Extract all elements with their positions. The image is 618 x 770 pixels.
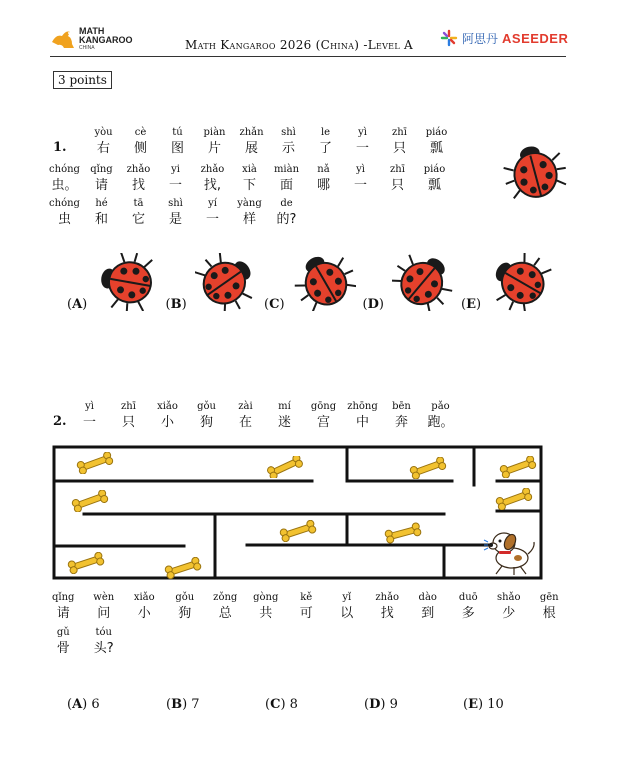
hanzi: 奔 [394, 415, 408, 430]
logo-line-1: MATH [79, 26, 105, 36]
q1-line-1-word [233, 127, 270, 159]
pinyin: gǒu [197, 401, 216, 412]
pinyin: piàn [203, 127, 226, 138]
q2-line-2-word [367, 592, 408, 624]
hanzi: 瓢 [429, 141, 443, 156]
q1-line-1-word [344, 127, 381, 159]
q2-line-2-word [246, 592, 287, 624]
partner-cn-name: 阿思丹 [462, 31, 499, 46]
ladybug-option-d-image [392, 253, 454, 315]
q2-line-2-word [529, 592, 570, 624]
bone-icon [75, 452, 115, 478]
pinyin: shì [281, 127, 296, 138]
pinyin: chóng [49, 164, 80, 175]
q2-line-1-word [304, 401, 343, 433]
bone-icon [66, 552, 106, 578]
q2-line-2-word [124, 592, 165, 624]
q1-line-2-word [416, 164, 453, 196]
q1-line-2-word [120, 164, 157, 196]
hanzi: 一 [82, 415, 96, 430]
pinyin: shì [168, 198, 183, 209]
pinyin: zhǎo [200, 164, 225, 175]
bone-icon [498, 456, 538, 482]
hanzi: 可 [299, 606, 313, 621]
pinyin: shǎo [496, 592, 521, 603]
hanzi: 样 [242, 212, 256, 227]
q1-line-1-word [196, 127, 233, 159]
answer-value: 10 [487, 697, 504, 712]
math-kangaroo-logo [50, 27, 133, 51]
q1-line-1-word [159, 127, 196, 159]
pinyin: tú [172, 127, 183, 138]
pinyin: gōng [310, 401, 337, 412]
q1-line-3-word [157, 198, 194, 230]
header-rule [50, 56, 566, 57]
bone-icon [278, 520, 318, 546]
hanzi: 请 [94, 178, 108, 193]
bone-icon [265, 456, 305, 482]
q1-line-1 [85, 127, 455, 159]
answer-option-e[interactable]: (E) 10 [463, 697, 504, 712]
q2-line-1-word [187, 401, 226, 433]
q2-line-1 [70, 401, 460, 433]
pinyin: tā [133, 198, 144, 209]
pinyin: yi [171, 164, 180, 175]
q2-line-1-word [148, 401, 187, 433]
hanzi: 在 [238, 415, 252, 430]
hanzi: 狗 [178, 606, 192, 621]
answer-option-d[interactable]: (D) 9 [364, 697, 398, 712]
pinyin: dào [418, 592, 437, 603]
hanzi: 少 [502, 606, 516, 621]
pinyin: bēn [392, 401, 411, 412]
hanzi: 侧 [133, 141, 147, 156]
pinyin: yì [85, 401, 94, 412]
hanzi: 一 [205, 212, 219, 227]
pinyin: xiǎo [157, 401, 178, 412]
logo-line-3: CHINA [79, 45, 95, 51]
pinyin: hé [95, 198, 108, 209]
q1-line-2-word [342, 164, 379, 196]
q2-line-2-word [205, 592, 246, 624]
option-e-label[interactable]: (E) [461, 297, 482, 312]
q2-line-2-word [448, 592, 489, 624]
pinyin: yòu [94, 127, 113, 138]
hanzi: 图 [170, 141, 184, 156]
pinyin: le [320, 127, 331, 138]
page-header-title: Math Kangaroo 2026 (China) -Level A [185, 38, 414, 52]
bone-icon [383, 522, 423, 548]
pinyin: zài [238, 401, 253, 412]
hanzi: 骨 [56, 641, 70, 656]
hanzi: 虫。 [51, 178, 78, 193]
hanzi: 头? [93, 641, 114, 656]
pinyin: kě [300, 592, 313, 603]
pinyin: zhī [121, 401, 136, 412]
kangaroo-icon [50, 28, 76, 50]
option-a-label[interactable]: (A) [67, 297, 88, 312]
hanzi: 中 [355, 415, 369, 430]
hanzi: 的? [276, 212, 297, 227]
q1-line-2-word [46, 164, 83, 196]
pinyin: zhī [392, 127, 407, 138]
q1-line-1-word [307, 127, 344, 159]
q2-line-1-word [265, 401, 304, 433]
q2-line-1-word [109, 401, 148, 433]
pinyin: duō [458, 592, 478, 603]
points-label: 3 points [53, 71, 112, 89]
hanzi: 瓢 [427, 178, 441, 193]
q1-line-3-word [231, 198, 268, 230]
bone-icon [70, 490, 110, 516]
q1-line-3-word [46, 198, 83, 230]
q2-line-1-word [70, 401, 109, 433]
pinyin: gēn [539, 592, 559, 603]
pinyin: gǔ [56, 627, 70, 638]
hanzi: 虫 [57, 212, 71, 227]
pinyin: tóu [95, 627, 112, 638]
hanzi: 根 [542, 606, 556, 621]
q1-line-2-word [268, 164, 305, 196]
q1-line-3 [46, 198, 305, 230]
q2-line-1-word [343, 401, 382, 433]
logo-line-2: KANGAROO [79, 35, 133, 45]
hanzi: 和 [94, 212, 108, 227]
hanzi: 问 [97, 606, 111, 621]
answer-option-a[interactable]: (A) 6 [67, 697, 100, 712]
pinyin: mí [278, 401, 291, 412]
hanzi: 面 [279, 178, 293, 193]
hanzi: 只 [392, 141, 406, 156]
q1-line-1-word [418, 127, 455, 159]
q2-line-2 [43, 592, 570, 624]
hanzi: 一 [353, 178, 367, 193]
pinyin: zǒng [213, 592, 238, 603]
hanzi: 多 [461, 606, 475, 621]
q1-line-2-word [194, 164, 231, 196]
hanzi: 迷 [277, 415, 291, 430]
bone-icon [408, 457, 448, 483]
q1-line-2-word [83, 164, 120, 196]
hanzi: 它 [131, 212, 145, 227]
q1-line-1-word [270, 127, 307, 159]
pinyin: nǎ [317, 164, 330, 175]
option-c-label[interactable]: (C) [264, 297, 285, 312]
q2-line-3-word [84, 627, 125, 659]
pinyin: piáo [425, 127, 448, 138]
pinyin: chóng [49, 198, 80, 209]
answer-value: 9 [389, 697, 398, 712]
q1-line-3-word [268, 198, 305, 230]
hanzi: 到 [421, 606, 435, 621]
bone-icon [163, 557, 203, 583]
pinyin: xià [242, 164, 257, 175]
pinyin: yàng [237, 198, 262, 209]
ladybug-option-e-image [490, 253, 552, 315]
q2-line-2-word [408, 592, 449, 624]
pinyin: yì [358, 127, 367, 138]
q2-line-3 [43, 627, 124, 659]
q2-line-1-word [421, 401, 460, 433]
hanzi: 找 [380, 606, 394, 621]
pinyin: xiǎo [133, 592, 155, 603]
pinyin: gǒu [175, 592, 195, 603]
q1-line-2 [46, 164, 453, 196]
question-1-number: 1. [53, 140, 67, 155]
aseeder-logo [440, 29, 568, 47]
hanzi: 小 [137, 606, 151, 621]
hanzi: 一 [168, 178, 182, 193]
ladybug-option-c-image [294, 253, 356, 315]
hanzi: 一 [355, 141, 369, 156]
pinyin: zhǎo [375, 592, 400, 603]
hanzi: 片 [207, 141, 221, 156]
answer-option-c[interactable]: (C) 8 [265, 697, 298, 712]
hanzi: 只 [390, 178, 404, 193]
reference-ladybug-image [503, 143, 567, 203]
q2-line-2-word [84, 592, 125, 624]
hanzi: 小 [160, 415, 174, 430]
pinyin: zhōng [347, 401, 378, 412]
pinyin: miàn [273, 164, 300, 175]
q2-line-1-word [382, 401, 421, 433]
q2-line-1-word [226, 401, 265, 433]
pinyin: piáo [423, 164, 446, 175]
pinyin: wèn [93, 592, 115, 603]
q2-line-2-word [286, 592, 327, 624]
hanzi: 找, [203, 178, 222, 193]
answer-value: 6 [91, 697, 100, 712]
ladybug-option-b-image [195, 253, 257, 315]
hanzi: 只 [121, 415, 135, 430]
answer-value: 8 [289, 697, 298, 712]
hanzi: 共 [259, 606, 273, 621]
q2-line-2-word [43, 592, 84, 624]
hanzi: 了 [318, 141, 332, 156]
hanzi: 狗 [199, 415, 213, 430]
hanzi: 右 [96, 141, 110, 156]
q2-line-2-word [165, 592, 206, 624]
q1-line-2-word [305, 164, 342, 196]
pinyin: yí [208, 198, 217, 209]
pinyin: pǎo [431, 401, 450, 412]
answer-option-b[interactable]: (B) 7 [166, 697, 200, 712]
pinyin: zhī [390, 164, 405, 175]
partner-en-name: ASEEDER [502, 30, 569, 46]
hanzi: 跑。 [427, 415, 454, 430]
q1-line-3-word [120, 198, 157, 230]
option-d-label[interactable]: (D) [362, 297, 384, 312]
pinyin: cè [134, 127, 147, 138]
pinyin: zhǎn [239, 127, 264, 138]
hanzi: 哪 [316, 178, 330, 193]
q1-line-2-word [231, 164, 268, 196]
q1-line-2-word [157, 164, 194, 196]
q1-line-1-word [381, 127, 418, 159]
hanzi: 下 [242, 178, 256, 193]
hanzi: 宫 [316, 415, 330, 430]
hanzi: 总 [218, 606, 232, 621]
hanzi: 展 [244, 141, 258, 156]
q1-line-2-word [379, 164, 416, 196]
q2-line-3-word [43, 627, 84, 659]
q2-line-2-word [327, 592, 368, 624]
pinyin: qǐng [52, 592, 75, 603]
pinyin: qǐng [90, 164, 113, 175]
q2-line-2-word [489, 592, 530, 624]
hanzi: 是 [168, 212, 182, 227]
q1-line-1-word [85, 127, 122, 159]
hanzi: 以 [340, 606, 354, 621]
ladybug-option-a-image [97, 253, 159, 315]
question-2-number: 2. [53, 414, 67, 429]
pinyin: gòng [253, 592, 279, 603]
aseeder-star-icon [440, 29, 458, 47]
hanzi: 找 [131, 178, 145, 193]
q1-line-3-word [194, 198, 231, 230]
pinyin: zhǎo [126, 164, 151, 175]
bone-icon [494, 488, 534, 514]
q1-line-3-word [83, 198, 120, 230]
hanzi: 示 [281, 141, 295, 156]
q1-line-1-word [122, 127, 159, 159]
hanzi: 请 [56, 606, 70, 621]
puppy-image [480, 528, 538, 578]
pinyin: yǐ [342, 592, 352, 603]
option-b-label[interactable]: (B) [165, 297, 187, 312]
pinyin: de [280, 198, 293, 209]
pinyin: yì [356, 164, 365, 175]
answer-value: 7 [191, 697, 200, 712]
